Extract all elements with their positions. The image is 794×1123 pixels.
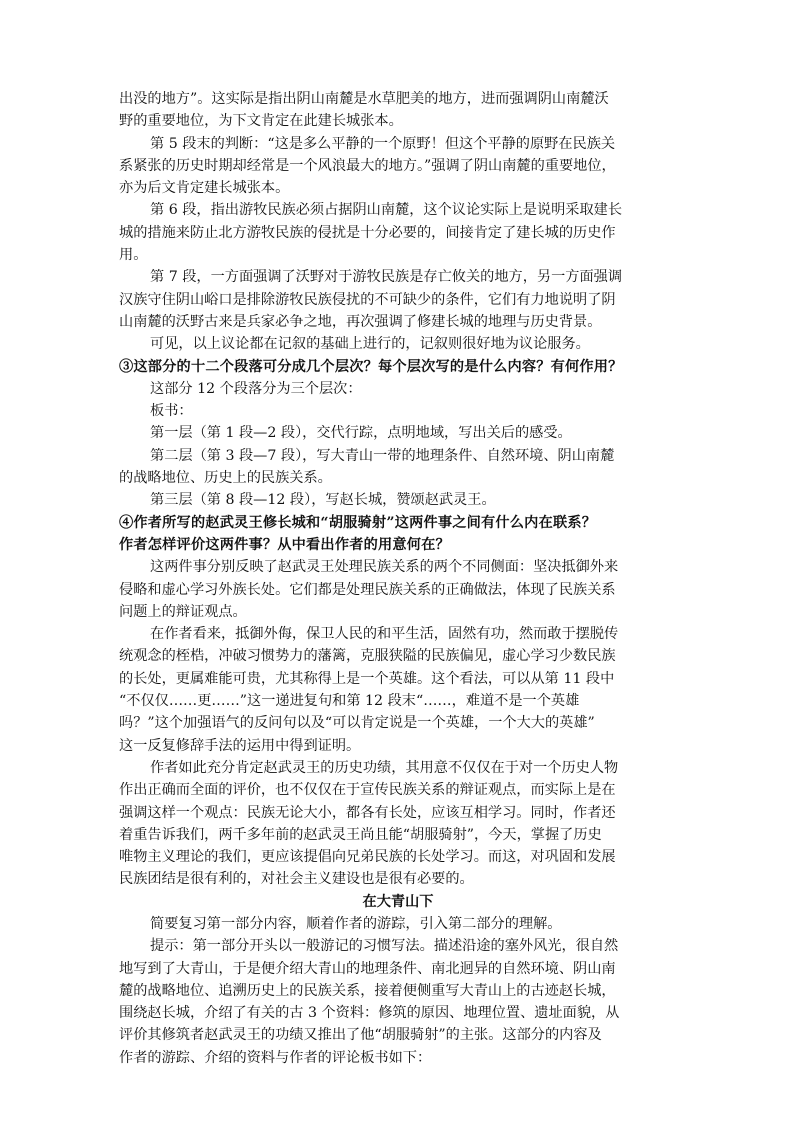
text-line: 第 5 段末的判断：“这是多么平静的一个原野！但这个平静的原野在民族关 bbox=[150, 135, 616, 152]
text-line: “不仅仅……更……”这一递进复句和第 12 段末“……，难道不是一个英雄 bbox=[119, 693, 580, 710]
text-line: ③这部分的十二个段落可分成几个层次？每个层次写的是什么内容？有何作用？ bbox=[119, 358, 623, 375]
text-line: 的长处，更属难能可贵，尤其称得上是一个英雄。这个看法，可以从第 11 段中 bbox=[119, 670, 615, 687]
text-line: 第 7 段，一方面强调了沃野对于游牧民族是存亡攸关的地方，另一方面强调 bbox=[150, 269, 623, 286]
text-line: 这一反复修辞手法的运用中得到证明。 bbox=[119, 737, 361, 754]
paragraph bbox=[119, 333, 677, 355]
paragraph bbox=[119, 199, 677, 266]
text-line: 亦为后文肯定建长城张本。 bbox=[119, 180, 290, 197]
text-line: 出没的地方”。这实际是指出阴山南麓是水草肥美的地方，进而强调阴山南麓沃 bbox=[119, 91, 609, 107]
text-line: 麓的战略地位、追溯历史上的民族关系，接着便侧重写大青山上的古迹赵长城， bbox=[119, 982, 616, 999]
paragraph bbox=[119, 378, 677, 400]
paragraph bbox=[119, 88, 677, 133]
text-line: 城的措施来防止北方游牧民族的侵扰是十分必要的，间接肯定了建长城的历史作 bbox=[119, 224, 616, 241]
text-line: 作出正确而全面的评价，也不仅仅在于宣传民族关系的辩证观点，而实际上是在 bbox=[119, 782, 616, 799]
text-line: 强调这样一个观点：民族无论大小，都各有长处，应该互相学习。同时，作者还 bbox=[119, 804, 616, 821]
text-line: 山南麓的沃野古来是兵家必争之地，再次强调了修建长城的地理与历史背景。 bbox=[119, 313, 602, 330]
text-line: 板书： bbox=[150, 403, 193, 420]
question-paragraph bbox=[119, 512, 677, 557]
text-line: 侵略和虚心学习外族长处。它们都是处理民族关系的正确做法，体现了民族关系 bbox=[119, 581, 616, 598]
paragraph bbox=[119, 757, 677, 891]
text-line: 评价其修筑者赵武灵王的功绩又推出了他“胡服骑射”的主张。这部分的内容及 bbox=[119, 1027, 602, 1044]
paragraph bbox=[119, 556, 677, 623]
document-page bbox=[119, 88, 677, 1069]
text-line: 民族团结是很有利的，对社会主义建设也是很有必要的。 bbox=[119, 871, 474, 888]
text-line: 作者怎样评价这两件事？从中看出作者的用意何在？ bbox=[119, 536, 450, 553]
paragraph bbox=[119, 935, 677, 1069]
text-line: 野的重要地位，为下文肯定在此建长城张本。 bbox=[119, 113, 403, 130]
text-line: 可见，以上议论都在记叙的基础上进行的，记叙则很好地为议论服务。 bbox=[150, 336, 590, 353]
text-line: 这两件事分别反映了赵武灵王处理民族关系的两个不同侧面：坚决抵御外来 bbox=[150, 559, 619, 576]
paragraph bbox=[119, 623, 677, 757]
paragraph bbox=[119, 445, 677, 490]
paragraph bbox=[119, 266, 677, 333]
paragraph bbox=[119, 400, 677, 422]
text-line: 系紧张的历史时期却经常是一个风浪最大的地方。”强调了阴山南麓的重要地位， bbox=[119, 157, 616, 174]
paragraph bbox=[119, 489, 677, 511]
text-line: 作者的游踪、介绍的资料与作者的评论板书如下： bbox=[119, 1049, 432, 1066]
question-paragraph bbox=[119, 356, 677, 378]
text-line: 第一层（第 1 段—2 段），交代行踪，点明地域，写出关后的感受。 bbox=[150, 425, 572, 442]
text-line: 第二层（第 3 段—7 段），写大青山一带的地理条件、自然环境、阴山南麓 bbox=[150, 447, 615, 464]
text-line: 在作者看来，抵御外侮，保卫人民的和平生活，固然有功，然而敢于摆脱传 bbox=[150, 626, 619, 643]
text-line: 问题上的辩证观点。 bbox=[119, 603, 247, 620]
text-line: 第三层（第 8 段—12 段），写赵长城，赞颂赵武灵王。 bbox=[150, 492, 496, 509]
text-line: 作者如此充分肯定赵武灵王的历史功绩，其用意不仅仅在于对一个历史人物 bbox=[150, 759, 619, 776]
section-heading bbox=[119, 891, 677, 913]
text-line: 着重告诉我们，两千多年前的赵武灵王尚且能“胡服骑射”，今天，掌握了历史 bbox=[119, 826, 602, 843]
text-line: 第 6 段，指出游牧民族必须占据阴山南麓，这个议论实际上是说明采取建长 bbox=[150, 202, 623, 219]
text-line: 围绕赵长城，介绍了有关的古 3 个资料：修筑的原因、地理位置、遗址面貌，从 bbox=[119, 1005, 620, 1022]
text-line: 简要复习第一部分内容，顺着作者的游踪，引入第二部分的理解。 bbox=[150, 915, 562, 932]
paragraph bbox=[119, 422, 677, 444]
text-line: 唯物主义理论的我们，更应该提倡向兄弟民族的长处学习。而这，对巩固和发展 bbox=[119, 849, 616, 866]
text-line: 这部分 12 个段落分为三个层次： bbox=[150, 380, 362, 397]
text-line: 在大青山下 bbox=[362, 893, 434, 910]
text-line: 地写到了大青山，于是便介绍大青山的地理条件、南北迥异的自然环境、阴山南 bbox=[119, 960, 616, 977]
text-line: 吗？”这个加强语气的反问句以及“可以肯定说是一个英雄，一个大大的英雄” bbox=[119, 715, 595, 732]
text-line: 的战略地位、历史上的民族关系。 bbox=[119, 470, 332, 487]
text-line: 提示：第一部分开头以一般游记的习惯写法。描述沿途的塞外风光，很自然 bbox=[150, 938, 619, 955]
paragraph bbox=[119, 133, 677, 200]
text-line: 用。 bbox=[119, 247, 148, 264]
text-line: ④作者所写的赵武灵王修长城和“胡服骑射”这两件事之间有什么内在联系？ bbox=[119, 514, 597, 531]
text-line: 汉族守住阴山峪口是排除游牧民族侵扰的不可缺少的条件，它们有力地说明了阴 bbox=[119, 291, 616, 308]
text-line: 统观念的桎梏，冲破习惯势力的藩篱，克服狭隘的民族偏见，虚心学习少数民族 bbox=[119, 648, 616, 665]
paragraph bbox=[119, 913, 677, 935]
